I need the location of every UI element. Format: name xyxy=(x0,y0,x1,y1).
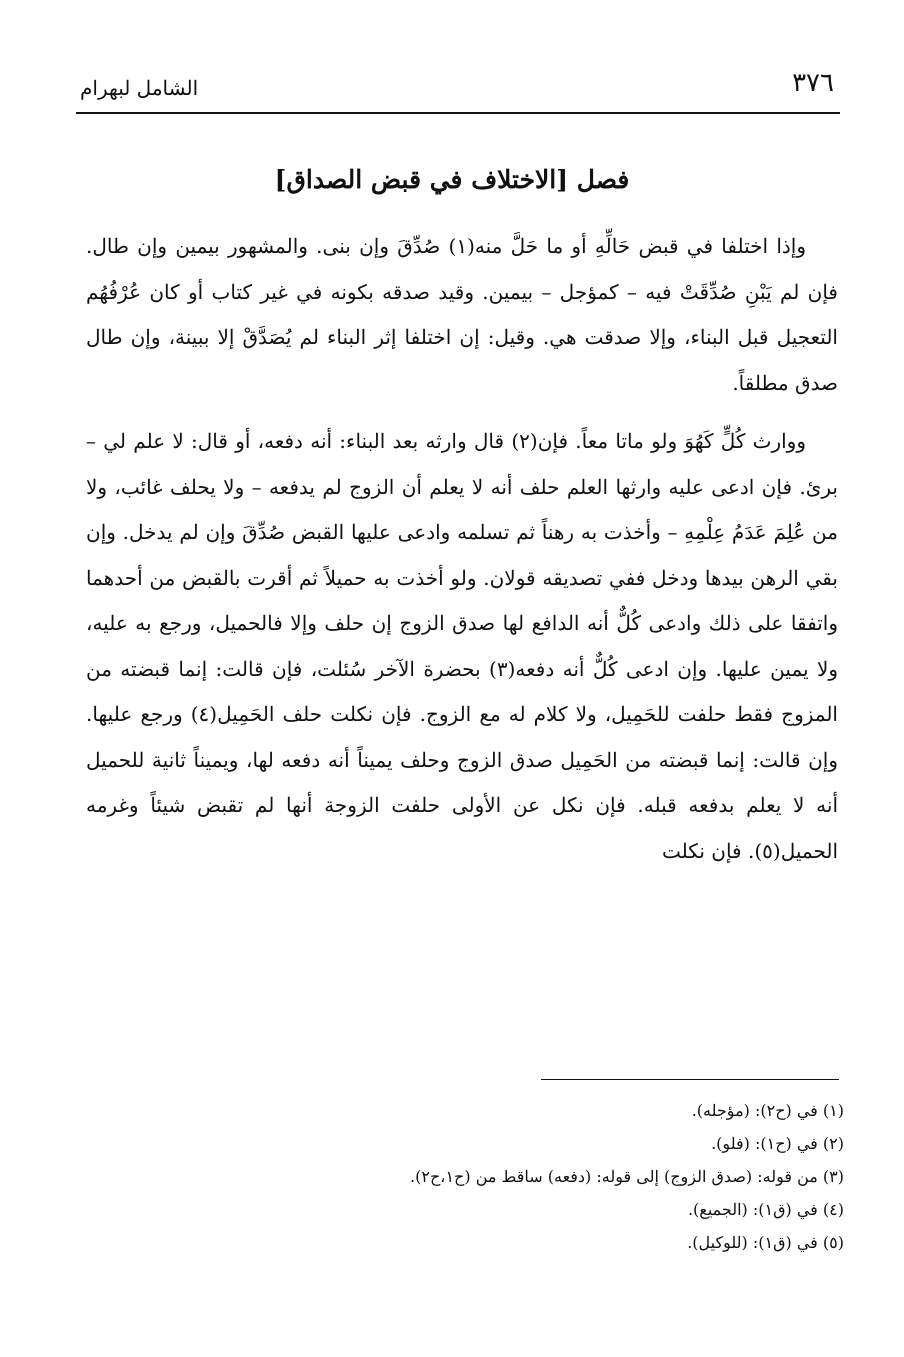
running-header xyxy=(76,62,840,114)
footnote-1: (١) في (ح٢): (مؤجله). xyxy=(691,1101,844,1120)
page-number: ٣٧٦ xyxy=(792,68,834,98)
footnote-5: (٥) في (ق١): (للوكيل). xyxy=(687,1233,844,1252)
body-text xyxy=(86,224,838,874)
body-paragraph-1: وإذا اختلفا في قبض حَالِّهِ أو ما حَلَّ منه(١) صُدِّقَ وإن بنى. والمشهور بيمين وإن طال. فإن لم يَبْنِ صُدِّقَتْ فيه – كمؤجل – بيمين. وقيد صدقه بكونه في غير كتاب أو كان عُرْفُهُم التعجيل قبل البناء، وإلا صدقت هي. وقيل: إن اختلفا إثر البناء لم يُصَدَّقْ إلا ببينة، وإن طال صدق مطلقاً. xyxy=(86,234,838,395)
footnote-3: (٣) من قوله: (صدق الزوج) إلى قوله: (دفعه) ساقط من (ح١،ح٢). xyxy=(410,1167,844,1186)
footnote-divider xyxy=(541,1079,839,1080)
footnote-4: (٤) في (ق١): (الجميع). xyxy=(687,1200,844,1219)
running-title: الشامل لبهرام xyxy=(80,76,199,100)
footnote-2: (٢) في (ح١): (فلو). xyxy=(711,1134,844,1153)
body-paragraph-2: ووارث كُلٍّ كَهُوَ ولو ماتا معاً. فإن(٢) قال وارثه بعد البناء: أنه دفعه، أو قال: لا علم لي – برئ. فإن ادعى عليه وارثها العلم حلف أنه لا يعلم أن الزوج لم يدفعه – ولا يحلف غائب، ولا من عُلِمَ عَدَمُ عِلْمِهِ – وأخذت به رهناً ثم تسلمه وادعى عليها القبض صُدِّقَ وإن لم يدخل. وإن بقي الرهن بيدها ودخل ففي تصديقه قولان. ولو أخذت به حميلاً ثم أقرت بالقبض من أحدهما واتفقا على ذلك وادعى كُلٌّ أنه الدافع لها صدق الزوج إن حلف وإلا فالحميل، ورجع به عليه، ولا يمين عليها. وإن ادعى كُلٌّ أنه دفعه(٣) بحضرة الآخر سُئلت، فإن قالت: إنما قبضته من المزوج فقط حلفت للحَمِيل، ولا كلام له مع الزوج. فإن نكلت حلف الحَمِيل(٤) ورجع عليها. وإن قالت: إنما قبضته من الحَمِيل صدق الزوج وحلف يميناً أنه دفعه لها، ويميناً ثانية للحميل أنه لا يعلم بدفعه قبله. فإن نكل عن الأولى حلفت الزوجة أنها لم تقبض شيئاً وغرمه الحميل(٥). فإن نكلت xyxy=(86,429,839,863)
section-title: فصل [الاختلاف في قبض الصداق] xyxy=(274,165,630,194)
footnotes xyxy=(300,1094,844,1259)
